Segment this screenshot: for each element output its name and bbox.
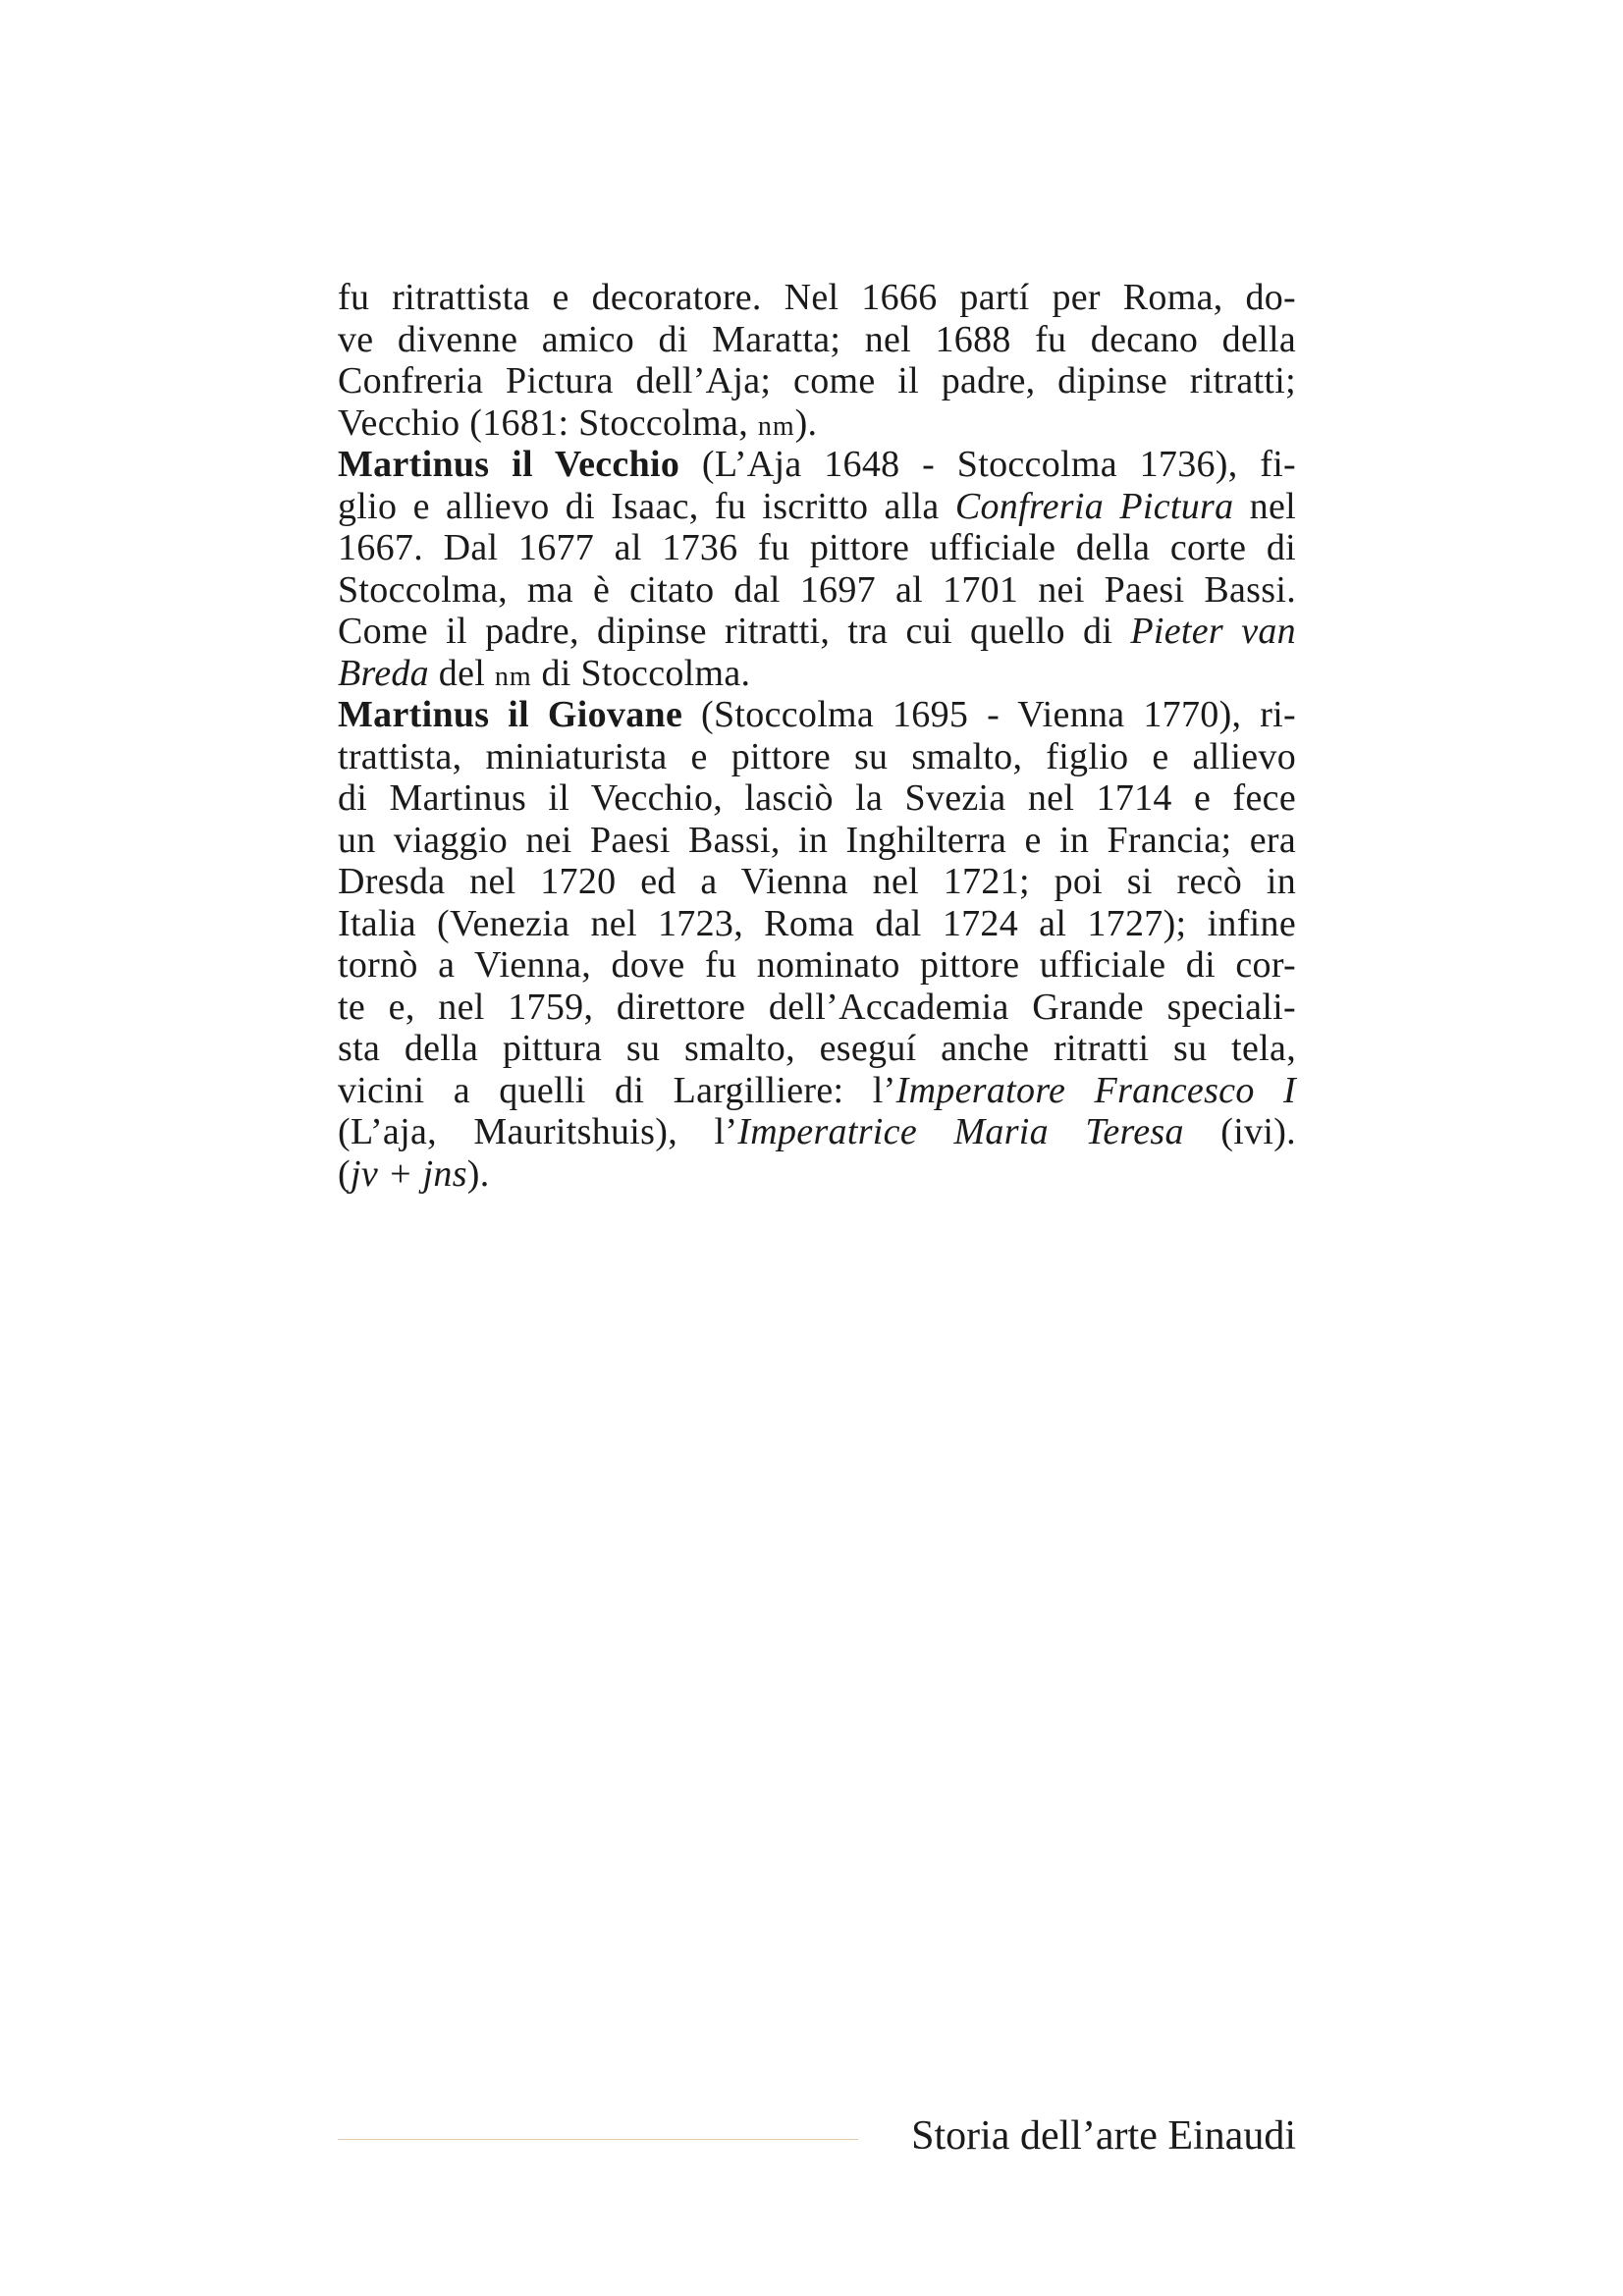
text-line: [338, 444, 1296, 486]
text-line: [338, 1111, 1296, 1153]
text-line: [338, 360, 1296, 402]
text-line: [338, 277, 1296, 319]
text-line: [338, 820, 1296, 862]
italic-text: Imperatrice Maria Teresa: [737, 1111, 1184, 1152]
italic-text: jv + jns: [350, 1152, 467, 1195]
text-segment: di Stoccolma.: [531, 652, 751, 694]
text-segment: Dresda nel 1720 ed a Vienna nel 1721; poi si recò in: [338, 861, 1296, 902]
text-segment: Vecchio (1681: Stoccolma,: [338, 401, 758, 444]
text-line: [338, 694, 1296, 736]
text-segment: fu ritrattista e decoratore. Nel 1666 partí per Roma, do-: [338, 277, 1296, 318]
text-segment: tornò a Vienna, dove fu nominato pittore ufficiale di cor-: [338, 944, 1296, 986]
abbreviation: nm: [757, 410, 795, 442]
text-line: [338, 486, 1296, 528]
entry-heading: Martinus il Giovane: [338, 694, 683, 735]
text-segment: glio e allievo di Isaac, fu iscritto alla: [338, 485, 955, 527]
text-segment: del: [428, 652, 495, 694]
text-line: [338, 1028, 1296, 1070]
italic-text: Imperatore Francesco I: [895, 1069, 1296, 1111]
text-line: [338, 736, 1296, 778]
text-line: [338, 903, 1296, 945]
text-line: [338, 944, 1296, 987]
entry-heading: Martinus il Vecchio: [338, 444, 680, 485]
page-footer: [338, 2109, 1296, 2163]
text-segment: un viaggio nei Paesi Bassi, in Inghilterra e in Francia; era: [338, 819, 1296, 861]
abbreviation: nm: [494, 661, 532, 692]
text-line: [338, 777, 1296, 820]
text-segment: ).: [466, 1152, 490, 1195]
text-line: [338, 402, 1296, 445]
text-line: [338, 1070, 1296, 1112]
text-segment: 1667. Dal 1677 al 1736 fu pittore ufficiale della corte di: [338, 527, 1296, 568]
text-line: [338, 319, 1296, 361]
italic-text: Confreria Pictura: [954, 485, 1234, 527]
text-segment: Come il padre, dipinse ritratti, tra cui quello di: [338, 611, 1131, 652]
text-segment: nel: [1233, 485, 1296, 527]
text-segment: (: [338, 1152, 351, 1195]
text-segment: Confreria Pictura dell’Aja; come il padre, dipinse ritratti;: [338, 360, 1296, 401]
text-line: [338, 987, 1296, 1029]
text-line: [338, 653, 1296, 695]
text-segment: Italia (Venezia nel 1723, Roma dal 1724 al 1727); infine: [338, 902, 1296, 944]
text-line: [338, 1153, 1296, 1196]
text-line: [338, 527, 1296, 569]
text-line: [338, 569, 1296, 612]
text-segment: te e, nel 1759, direttore dell’Accademia Grande speciali-: [338, 986, 1296, 1028]
text-segment: di Martinus il Vecchio, lasciò la Svezia nel 1714 e fece: [338, 777, 1296, 819]
italic-text: Breda: [338, 652, 429, 694]
footer-title: Storia dell’arte Einaudi: [911, 2113, 1296, 2159]
text-segment: (ivi).: [1183, 1111, 1296, 1152]
text-segment: Stoccolma, ma è citato dal 1697 al 1701 nei Paesi Bassi.: [338, 568, 1296, 611]
text-segment: vicini a quelli di Largilliere: l’: [338, 1069, 896, 1111]
text-segment: (L’Aja 1648 - Stoccolma 1736), fi-: [679, 444, 1297, 485]
text-segment: sta della pittura su smalto, eseguí anche ritratti su tela,: [338, 1028, 1296, 1069]
text-segment: (L’aja, Mauritshuis), l’: [338, 1111, 738, 1152]
text-segment: trattista, miniaturista e pittore su smalto, figlio e allievo: [338, 735, 1296, 777]
text-line: [338, 861, 1296, 903]
text-segment: (Stoccolma 1695 - Vienna 1770), ri-: [682, 694, 1296, 735]
text-segment: ve divenne amico di Maratta; nel 1688 fu decano della: [338, 318, 1296, 360]
article-body: [338, 277, 1296, 1195]
text-line: [338, 611, 1296, 653]
text-segment: ).: [794, 401, 818, 444]
italic-text: Pieter van: [1130, 611, 1296, 652]
footer-rule: [338, 2139, 858, 2140]
